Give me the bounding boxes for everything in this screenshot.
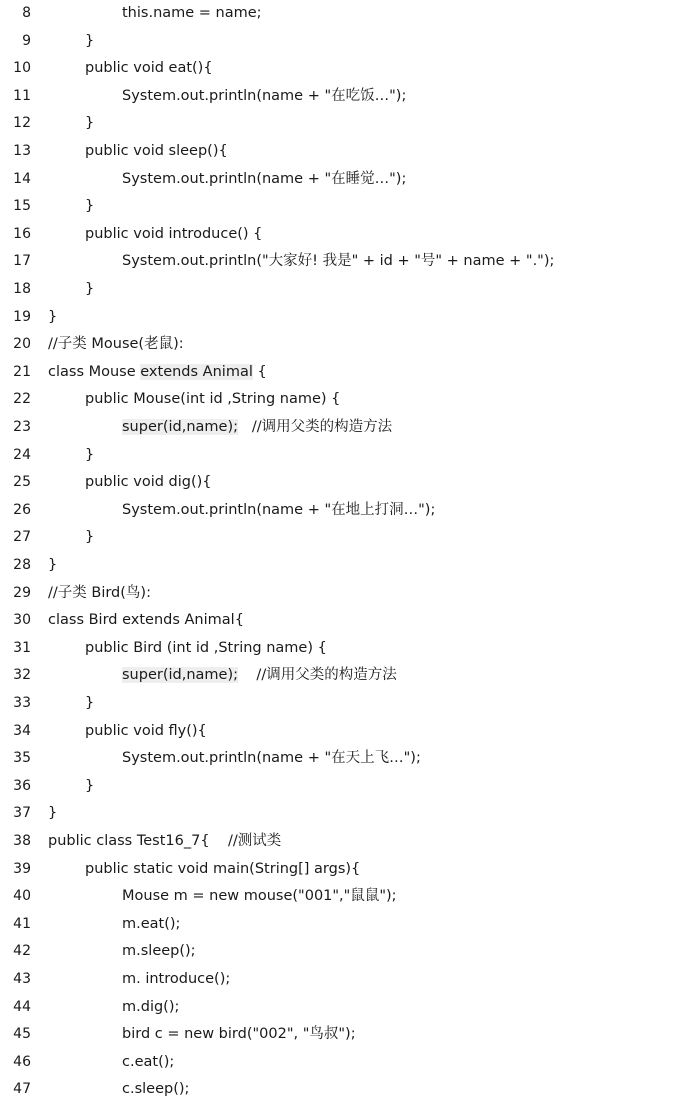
- line-code: [48, 580, 151, 608]
- line-code: [122, 883, 397, 911]
- code-text: //调用父类的构造方法: [238, 419, 393, 435]
- code-line: [0, 138, 693, 166]
- line-code: [122, 662, 397, 690]
- line-number: 32: [13, 667, 31, 684]
- line-number: 31: [13, 639, 31, 656]
- line-number: 42: [13, 943, 31, 960]
- code-text: bird c = new bird("002", "鸟叔");: [122, 1026, 356, 1043]
- line-number: 27: [13, 529, 31, 546]
- line-number: 8: [22, 5, 31, 21]
- code-text: System.out.println(name + "在地上打洞…");: [122, 501, 436, 518]
- code-line: [0, 28, 693, 56]
- code-line: [0, 994, 693, 1022]
- code-text: class Bird extends Animal{: [48, 612, 244, 629]
- code-line: [0, 1049, 693, 1077]
- line-number: 35: [13, 750, 31, 767]
- line-code: [85, 110, 94, 138]
- code-text: public void eat(){: [85, 60, 213, 77]
- code-line: [0, 1076, 693, 1104]
- code-line: [0, 635, 693, 663]
- line-code: [85, 524, 94, 552]
- code-line: [0, 911, 693, 939]
- code-line: [0, 414, 693, 442]
- line-code: [85, 386, 340, 414]
- line-code: [122, 911, 180, 939]
- code-text: System.out.println(name + "在天上飞…");: [122, 750, 421, 767]
- code-line: [0, 745, 693, 773]
- line-number: 14: [13, 170, 31, 187]
- line-number: 23: [13, 419, 31, 435]
- code-text: public void introduce() {: [85, 225, 263, 242]
- code-line: [0, 497, 693, 525]
- code-text: //子类 Bird(鸟):: [48, 584, 151, 601]
- code-line: [0, 524, 693, 552]
- code-text: //子类 Mouse(老鼠):: [48, 336, 184, 353]
- code-text: }: [85, 695, 95, 711]
- code-line: [0, 856, 693, 884]
- code-text: }: [85, 281, 95, 297]
- line-number: 46: [13, 1053, 31, 1070]
- code-text: class Mouse: [48, 363, 141, 380]
- line-code: [85, 856, 360, 884]
- code-line: [0, 359, 693, 387]
- line-code: [85, 442, 94, 470]
- code-line: [0, 690, 693, 718]
- line-number: 15: [13, 198, 31, 215]
- code-line: [0, 938, 693, 966]
- line-code: [85, 221, 262, 249]
- line-number: 30: [13, 612, 31, 629]
- code-text: {: [252, 363, 267, 380]
- line-number: 38: [13, 833, 31, 849]
- code-text: m.sleep();: [122, 943, 196, 960]
- code-text: System.out.println(name + "在吃饭…");: [122, 87, 407, 104]
- line-code: [85, 193, 94, 221]
- line-number: 16: [13, 225, 31, 242]
- line-number: 34: [13, 722, 31, 739]
- code-line: [0, 607, 693, 635]
- code-line: [0, 442, 693, 470]
- line-number: 36: [13, 777, 31, 794]
- line-number: 11: [13, 87, 31, 104]
- code-text: }: [85, 446, 95, 463]
- highlighted-code: super(id,name);: [122, 667, 238, 684]
- code-text: public void dig(){: [85, 474, 212, 491]
- code-text: Mouse m = new mouse("001","鼠鼠");: [122, 888, 397, 905]
- code-text: }: [48, 308, 58, 325]
- line-code: [48, 828, 281, 856]
- line-code: [85, 690, 94, 718]
- code-line: [0, 276, 693, 304]
- code-text: m.eat();: [122, 915, 181, 932]
- code-line: [0, 828, 693, 856]
- code-text: public void fly(){: [85, 722, 207, 739]
- code-text: m. introduce();: [122, 971, 231, 987]
- code-line: [0, 83, 693, 111]
- code-text: public Mouse(int id ,String name) {: [85, 391, 341, 408]
- line-code: [122, 0, 262, 28]
- line-code: [85, 635, 327, 663]
- code-text: System.out.println("大家好! 我是" + id + "号" + name + ".");: [122, 253, 555, 270]
- line-number: 24: [13, 446, 31, 463]
- line-number: 39: [13, 860, 31, 877]
- line-code: [122, 966, 230, 994]
- line-code: [122, 83, 406, 111]
- code-line: [0, 883, 693, 911]
- code-text: public static void main(String[] args){: [85, 860, 361, 877]
- code-text: }: [85, 198, 95, 215]
- line-code: [122, 1076, 189, 1104]
- code-line: [0, 1021, 693, 1049]
- code-line: [0, 166, 693, 194]
- line-number: 28: [13, 557, 31, 573]
- line-number: 18: [13, 281, 31, 297]
- code-line: [0, 110, 693, 138]
- line-code: [122, 994, 179, 1022]
- line-code: [48, 800, 57, 828]
- line-code: [85, 718, 207, 746]
- code-line: [0, 0, 693, 28]
- line-number: 9: [22, 32, 31, 49]
- line-number: 17: [13, 253, 31, 270]
- line-code: [48, 552, 57, 580]
- line-code: [122, 248, 554, 276]
- line-number: 43: [13, 971, 31, 987]
- line-number: 10: [13, 60, 31, 77]
- code-text: public class Test16_7{ //测试类: [48, 833, 282, 849]
- line-code: [85, 138, 228, 166]
- code-line: [0, 469, 693, 497]
- code-text: //调用父类的构造方法: [238, 667, 397, 684]
- code-line: [0, 221, 693, 249]
- line-code: [122, 1049, 174, 1077]
- code-text: }: [85, 529, 95, 546]
- highlighted-code: extends Animal: [140, 363, 253, 380]
- code-text: }: [48, 805, 58, 822]
- code-text: c.eat();: [122, 1053, 175, 1070]
- code-text: c.sleep();: [122, 1081, 190, 1098]
- code-text: }: [48, 557, 58, 573]
- code-text: public Bird (int id ,String name) {: [85, 639, 327, 656]
- line-code: [122, 166, 406, 194]
- code-line: [0, 580, 693, 608]
- code-line: [0, 248, 693, 276]
- line-number: 12: [13, 115, 31, 132]
- line-number: 26: [13, 501, 31, 518]
- code-text: public void sleep(){: [85, 143, 228, 159]
- code-line: [0, 800, 693, 828]
- line-code: [85, 28, 94, 56]
- line-code: [85, 469, 212, 497]
- line-number: 13: [13, 143, 31, 159]
- line-code: [85, 773, 94, 801]
- code-text: this.name = name;: [122, 5, 262, 21]
- code-line: [0, 304, 693, 332]
- line-number: 19: [13, 308, 31, 325]
- line-number: 40: [13, 888, 31, 905]
- line-number: 45: [13, 1026, 31, 1043]
- line-code: [122, 745, 421, 773]
- code-line: [0, 331, 693, 359]
- code-text: }: [85, 115, 95, 132]
- code-text: System.out.println(name + "在睡觉…");: [122, 170, 407, 187]
- line-number: 25: [13, 474, 31, 491]
- line-number: 22: [13, 391, 31, 408]
- line-code: [122, 414, 392, 442]
- code-line: [0, 552, 693, 580]
- line-code: [122, 938, 196, 966]
- code-line: [0, 386, 693, 414]
- line-number: 44: [13, 998, 31, 1015]
- line-code: [48, 607, 244, 635]
- line-code: [48, 304, 57, 332]
- line-number: 47: [13, 1081, 31, 1098]
- code-line: [0, 718, 693, 746]
- highlighted-code: super(id,name);: [122, 419, 238, 435]
- line-number: 21: [13, 363, 31, 380]
- code-line: [0, 193, 693, 221]
- code-line: [0, 773, 693, 801]
- line-code: [122, 1021, 356, 1049]
- code-text: }: [85, 32, 95, 49]
- line-number: 20: [13, 336, 31, 353]
- line-code: [85, 55, 213, 83]
- code-line: [0, 662, 693, 690]
- line-code: [122, 497, 435, 525]
- line-number: 37: [13, 805, 31, 822]
- code-text: }: [85, 777, 95, 794]
- line-code: [48, 331, 184, 359]
- line-number: 33: [13, 695, 31, 711]
- line-code: [85, 276, 94, 304]
- code-line: [0, 966, 693, 994]
- line-number: 41: [13, 915, 31, 932]
- line-code: [48, 359, 267, 387]
- code-line: [0, 55, 693, 83]
- code-text: m.dig();: [122, 998, 180, 1015]
- line-number: 29: [13, 584, 31, 601]
